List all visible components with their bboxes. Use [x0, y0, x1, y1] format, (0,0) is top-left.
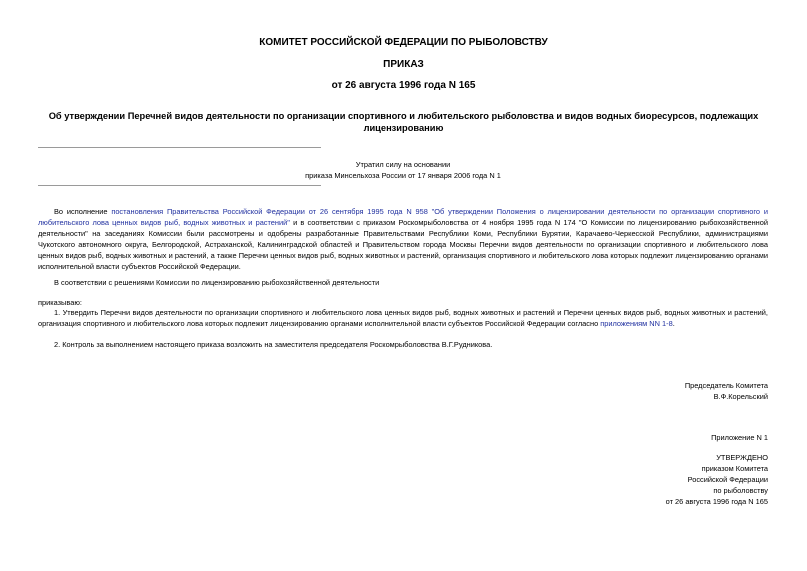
government-decree-link[interactable]: постановления Правительства Российской Федерации от 26 сентября 1995 года N 958 "Об утверждении Положения о лицензировании деятельности по организации спортивного и любительского лова ценных видов рыб, водных животных и растений" [38, 207, 768, 227]
p4-text: 1. Утвердить Перечни видов деятельности по организации спортивного и любительского лова ценных видов рыб, водных животных и растений и Перечни ценных видов рыб, водных животных и растений, организация спортивного и любительского лова которых подлежит лицензированию органами исполнительной власти субъектов Российской Федерации согласно [38, 308, 768, 328]
bottom-divider [38, 185, 321, 186]
top-divider [38, 147, 321, 148]
signature-name: В.Ф.Корельский [713, 392, 768, 401]
doc-type: ПРИКАЗ [383, 59, 424, 70]
appendices-link[interactable]: приложениям NN 1-8 [600, 319, 673, 328]
p4-end: . [672, 319, 675, 328]
repeal-notice-line1: Утратил силу на основании [355, 160, 451, 169]
approval-block [500, 452, 768, 507]
paragraph-2: В соответствии с решениями Комиссии по лицензированию рыбохозяйственной деятельности [54, 278, 380, 287]
paragraph-3: приказываю: [38, 298, 82, 307]
paragraph-5: 2. Контроль за выполнением настоящего приказа возложить на заместителя председателя Роскомрыболовства В.Г.Рудникова. [54, 340, 493, 349]
org-name: КОМИТЕТ РОССИЙСКОЙ ФЕДЕРАЦИИ ПО РЫБОЛОВСТВУ [259, 37, 548, 48]
doc-title [0, 110, 807, 134]
signature-title: Председатель Комитета [684, 381, 768, 390]
approval-line2: Российской Федерации [687, 475, 768, 484]
doc-date-number: от 26 августа 1996 года N 165 [331, 80, 476, 91]
p1-rest: и в соответствии с приказом Роскомрыболовства от 4 ноября 1995 года N 174 "О Комиссии по лицензированию рыбохозяйственной деятельности" на заседаниях Комиссии были рассмотрены и одобрены разработанные Правительствами Республики Коми, Республики Бурятии, Карачаево-Черкесской Республики, администрациями Чукотского автономного округа, Белгородской, Астраханской, Калининградской областей и Правительством города Москвы Перечни видов деятельности по организации спортивного и любительского лова ценных видов рыб, водных животных и растений, а также Перечни ценных видов рыб, водных животных и растений, организация спортивного и любительского лова которых подлежит лицензированию органами исполнительной власти субъектов Российской Федерации. [38, 218, 768, 271]
appendix-label: Приложение N 1 [711, 433, 768, 442]
approval-line4: от 26 августа 1996 года N 165 [665, 497, 768, 506]
doc-title-line1: Об утверждении Перечней видов деятельности по организации спортивного и любительского рыболовства и видов водных биоресурсов, подлежащих [48, 111, 759, 121]
paragraph-1 [38, 206, 768, 272]
signature-block [500, 380, 768, 402]
doc-title-line2: лицензированию [363, 123, 444, 133]
paragraph-4 [38, 307, 768, 329]
approval-heading: УТВЕРЖДЕНО [716, 453, 768, 462]
approval-line3: по рыболовству [713, 486, 768, 495]
approval-line1: приказом Комитета [701, 464, 768, 473]
p1-lead: Во исполнение [54, 207, 112, 216]
repeal-notice [38, 159, 768, 181]
repeal-notice-line2: приказа Минсельхоза России от 17 января 2006 года N 1 [305, 171, 501, 180]
